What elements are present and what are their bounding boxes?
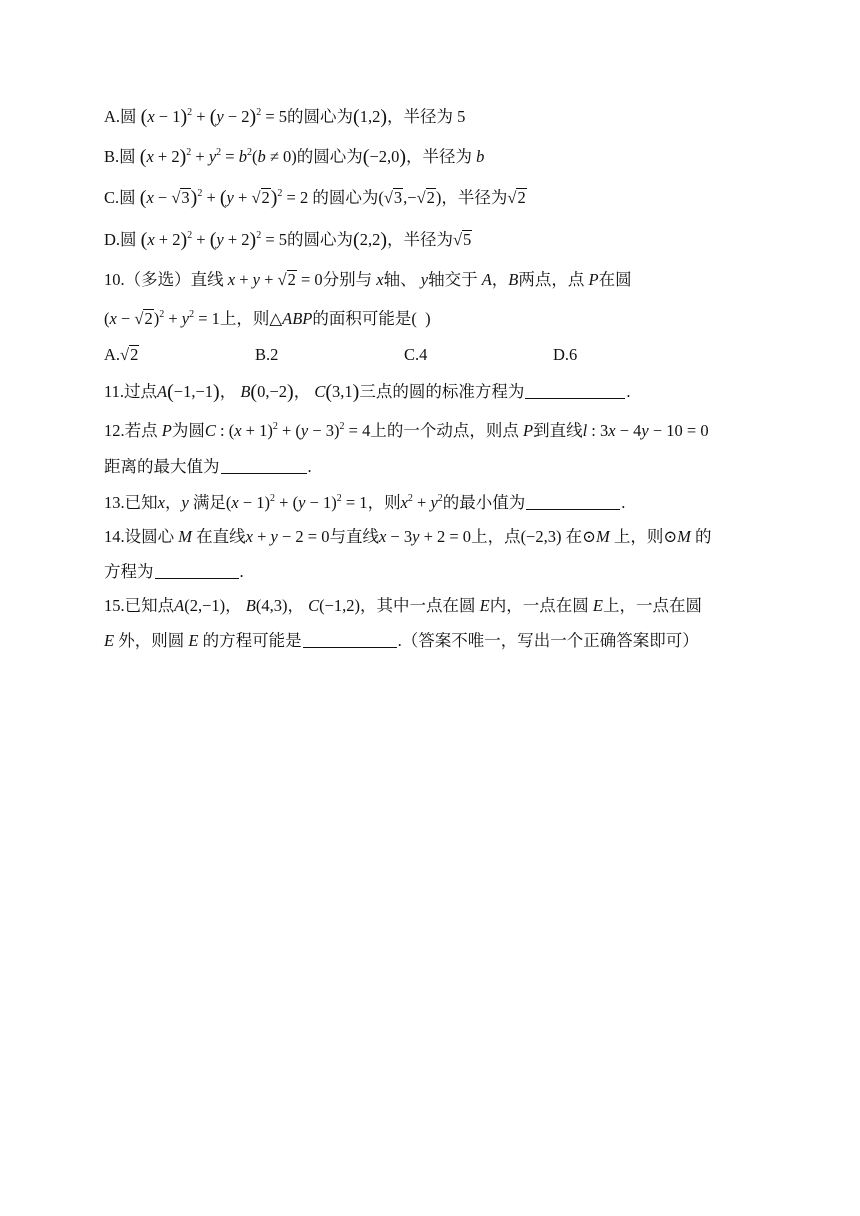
text: 圆 xyxy=(119,147,136,166)
question-number: 15. xyxy=(104,596,125,615)
text: 圆 xyxy=(120,230,137,249)
point-c: C(−1,2) xyxy=(308,596,361,615)
question-10 xyxy=(104,269,632,291)
circle-m: ⊙M xyxy=(582,527,610,546)
option-label: B. xyxy=(104,147,120,166)
text: ， xyxy=(293,382,311,401)
circle-e: E xyxy=(479,596,490,615)
point-p: P xyxy=(161,421,172,440)
line-equation: l : 3x − 4y − 10 = 0 xyxy=(582,421,709,440)
equation: C : $(x + 1)^2 + (y - 3)^2 = 4$ xyxy=(204,421,371,440)
question-12-line-2 xyxy=(104,456,312,478)
text: 的圆心为 xyxy=(287,107,354,126)
text: ，则 xyxy=(367,493,401,512)
text: 上的一个动点，则点 xyxy=(370,421,519,440)
text: ，半径为 xyxy=(441,188,508,207)
text: 外，则圆 xyxy=(118,631,185,650)
text: ，半径为 xyxy=(406,147,477,166)
option-label: D. xyxy=(104,230,121,249)
circle-e: E xyxy=(104,631,115,650)
line-equation-1: x + y − 2 = 0 xyxy=(245,527,330,546)
option-a xyxy=(104,106,465,128)
text: . xyxy=(307,457,312,476)
q10-option-c: C.4 xyxy=(404,345,428,364)
text: 内，一点在圆 xyxy=(489,596,589,615)
text: 的圆心为 xyxy=(308,188,379,207)
text: 方程为 xyxy=(104,562,154,581)
question-15-line-2 xyxy=(104,630,699,652)
option-value: √2 xyxy=(120,345,139,364)
text: 距离的最大值为 xyxy=(104,457,220,476)
center-value: (√3,−√2) xyxy=(378,188,442,207)
text: 设圆心 xyxy=(124,527,175,546)
text: 已知 xyxy=(124,493,158,512)
equation: $(x - 1)^2 + (y - 1)^2 = 1$ xyxy=(225,493,368,512)
answer-blank[interactable] xyxy=(221,459,307,474)
text: 圆 xyxy=(120,107,137,126)
text: 的圆心为 xyxy=(296,147,363,166)
text: 已知点 xyxy=(124,596,175,615)
question-10-line-2 xyxy=(104,308,431,330)
text: ， xyxy=(491,270,509,289)
text: 为圆 xyxy=(171,421,205,440)
text: 上，则 xyxy=(219,309,270,328)
text: 上，一点在圆 xyxy=(602,596,702,615)
option-c xyxy=(104,187,527,209)
text: 若点 xyxy=(124,421,158,440)
q10-option-a xyxy=(104,344,139,366)
point-a: A(2,−1) xyxy=(174,596,226,615)
text: 在 xyxy=(565,527,583,546)
equation: $(x + 2)^2 + (y + 2)^2 = 5$ xyxy=(140,229,288,251)
text: ， xyxy=(287,596,304,615)
text: ，半径为 5 xyxy=(386,107,466,126)
var-x: x xyxy=(376,270,384,289)
text: . xyxy=(621,493,626,512)
text: 到直线 xyxy=(533,421,583,440)
triangle-abp: △ABP xyxy=(269,309,313,328)
answer-blank[interactable] xyxy=(526,495,620,510)
text: 在直线 xyxy=(196,527,246,546)
center-value: (2,2) xyxy=(353,229,387,251)
text: 上，点 xyxy=(471,527,521,546)
center-value: (−2,0) xyxy=(362,146,407,168)
expression: $x^2 + y^2$ xyxy=(400,493,443,512)
question-number: 10. xyxy=(104,270,125,289)
question-15 xyxy=(104,595,702,617)
q10-option-b: B.2 xyxy=(255,345,279,364)
text: 三点的圆的标准方程为 xyxy=(359,382,525,401)
point-b: B(4,3) xyxy=(245,596,288,615)
circle-e: E xyxy=(592,596,603,615)
answer-blank[interactable] xyxy=(155,564,239,579)
equation: $(x + 2)^2 + y^2 = b^2(b \ne 0)$ xyxy=(139,146,297,168)
text: 过点 xyxy=(124,382,158,401)
point-a: A(−1,−1) xyxy=(157,381,220,403)
question-11 xyxy=(104,381,630,403)
point-p: P xyxy=(588,270,599,289)
text: ，其中一点在圆 xyxy=(360,596,476,615)
point-coordinate: (−2,3) xyxy=(520,527,562,546)
text: 满足 xyxy=(192,493,226,512)
point-m: M xyxy=(178,527,192,546)
text: 上，则 xyxy=(613,527,664,546)
multi-select-tag: （多选） xyxy=(124,270,191,289)
var-y: y xyxy=(420,270,429,289)
text: ) xyxy=(425,309,431,328)
point-a: A xyxy=(481,270,492,289)
text: 圆 xyxy=(119,188,136,207)
text: 与直线 xyxy=(329,527,379,546)
equation: x + y + √2 = 0 xyxy=(227,270,323,289)
equation: $(x - 1)^2 + (y - 2)^2 = 5$ xyxy=(140,106,288,128)
text: ， xyxy=(164,493,182,512)
equation: $(x - √3)^2 + (y + √2)^2 = 2$ xyxy=(139,187,309,209)
text: .（答案不唯一，写出一个正确答案即可） xyxy=(397,631,699,650)
text: 的最小值为 xyxy=(442,493,526,512)
text: 的圆心为 xyxy=(287,230,354,249)
text: 的方程可能是 xyxy=(202,631,302,650)
question-13 xyxy=(104,492,625,514)
option-label: C. xyxy=(104,188,120,207)
point-b: B(0,−2) xyxy=(240,381,294,403)
option-label: A. xyxy=(104,345,121,364)
text: 的面积可能是( xyxy=(312,309,417,328)
circle-e: E xyxy=(188,631,199,650)
text: 轴交于 xyxy=(428,270,478,289)
circle-m: ⊙M xyxy=(663,527,691,546)
question-number: 14. xyxy=(104,527,125,546)
radius-value: √5 xyxy=(452,230,472,249)
question-14 xyxy=(104,526,712,548)
question-12 xyxy=(104,420,709,442)
var-y: y xyxy=(181,493,189,512)
point-c: C(3,1) xyxy=(314,381,360,403)
text: 轴、 xyxy=(383,270,417,289)
option-b xyxy=(104,146,484,168)
question-14-line-2 xyxy=(104,561,244,583)
text: 在圆 xyxy=(598,270,632,289)
text: 直线 xyxy=(190,270,224,289)
text: ， xyxy=(225,596,242,615)
text: . xyxy=(239,562,244,581)
question-number: 12. xyxy=(104,421,125,440)
question-number: 11. xyxy=(104,382,125,401)
point-p: P xyxy=(522,421,534,440)
text: . xyxy=(626,382,631,401)
q10-option-d: D.6 xyxy=(553,345,578,364)
radius-value: b xyxy=(476,147,485,166)
text: 两点，点 xyxy=(518,270,585,289)
option-d xyxy=(104,229,472,251)
text: ，半径为 xyxy=(386,230,453,249)
text: ， xyxy=(219,382,237,401)
option-label: A. xyxy=(104,107,121,126)
radius-value: √2 xyxy=(507,188,526,207)
var-x: x xyxy=(157,493,165,512)
answer-blank[interactable] xyxy=(303,633,397,648)
question-number: 13. xyxy=(104,493,125,512)
text: 的 xyxy=(695,527,712,546)
text: 分别与 xyxy=(322,270,373,289)
line-equation-2: x − 3y + 2 = 0 xyxy=(378,527,472,546)
equation: $(x - √2)^2 + y^2 = 1$ xyxy=(104,309,220,328)
point-b: B xyxy=(508,270,519,289)
center-value: (1,2) xyxy=(353,106,387,128)
answer-blank[interactable] xyxy=(525,384,625,399)
